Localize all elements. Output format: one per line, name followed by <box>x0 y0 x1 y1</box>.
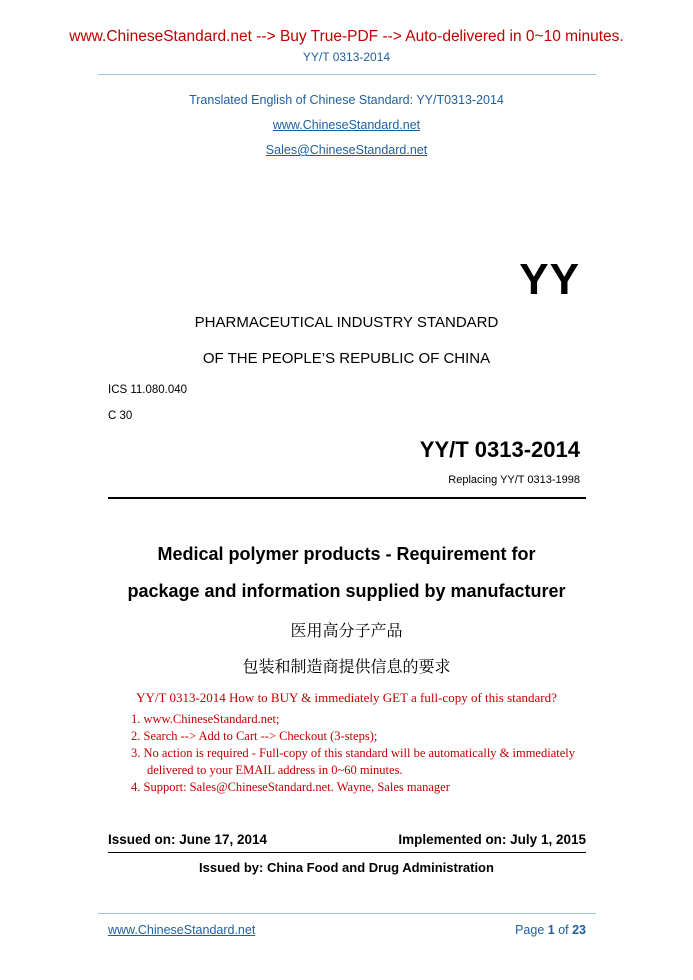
header-divider <box>98 74 596 75</box>
page-current: 1 <box>547 923 555 937</box>
footer-divider <box>98 913 596 914</box>
header-standard-code: YY/T 0313-2014 <box>302 50 391 64</box>
page-prefix: Page <box>515 923 548 937</box>
email-link[interactable]: Sales@ChineseStandard.net <box>265 143 428 157</box>
title-cn-line-2: 包装和制造商提供信息的要求 <box>242 657 451 676</box>
website-link[interactable]: www.ChineseStandard.net <box>272 118 421 132</box>
ccs-code: C 30 <box>108 410 133 422</box>
title-cn-line-1: 医用高分子产品 <box>290 621 403 640</box>
standard-number: YY/T 0313-2014 <box>419 437 580 462</box>
purchase-step[interactable]: 4. Support: Sales@ChineseStandard.net. Wayne, Sales manager <box>131 780 450 794</box>
dates-divider <box>108 852 586 853</box>
title-divider <box>108 497 586 499</box>
translation-line: Translated English of Chinese Standard: YY/T0313-2014 <box>189 93 504 107</box>
page-of: of <box>554 923 573 937</box>
page-number <box>515 923 586 937</box>
title-en-line-2: package and information supplied by manufacturer <box>127 581 566 601</box>
issued-on-date: Issued on: June 17, 2014 <box>108 832 268 847</box>
replacing-note: Replacing YY/T 0313-1998 <box>448 474 580 486</box>
purchase-steps <box>131 711 591 796</box>
purchase-heading[interactable]: YY/T 0313-2014 How to BUY & immediately GET a full-copy of this standard? <box>136 690 557 705</box>
title-en-line-1: Medical polymer products - Requirement for <box>157 544 536 564</box>
purchase-step[interactable]: 1. www.ChineseStandard.net; <box>131 712 280 726</box>
footer-website-link[interactable]: www.ChineseStandard.net <box>108 923 256 937</box>
top-banner[interactable]: www.ChineseStandard.net --> Buy True-PDF --> Auto-delivered in 0~10 minutes. <box>69 28 624 45</box>
purchase-step: 2. Search --> Add to Cart --> Checkout (3-steps); <box>131 729 378 743</box>
implemented-on-date: Implemented on: July 1, 2015 <box>398 832 586 847</box>
standard-mark: YY <box>519 255 580 304</box>
page-total: 23 <box>572 923 586 937</box>
org-line-2: OF THE PEOPLE’S REPUBLIC OF CHINA <box>202 350 491 367</box>
ics-code: ICS 11.080.040 <box>108 384 188 396</box>
purchase-step: 3. No action is required - Full-copy of this standard will be automatically & immediately delivered to your EMAIL address in 0~60 minutes. <box>131 746 575 777</box>
issuing-authority: Issued by: China Food and Drug Administration <box>199 860 494 875</box>
org-line-1: PHARMACEUTICAL INDUSTRY STANDARD <box>194 314 499 331</box>
